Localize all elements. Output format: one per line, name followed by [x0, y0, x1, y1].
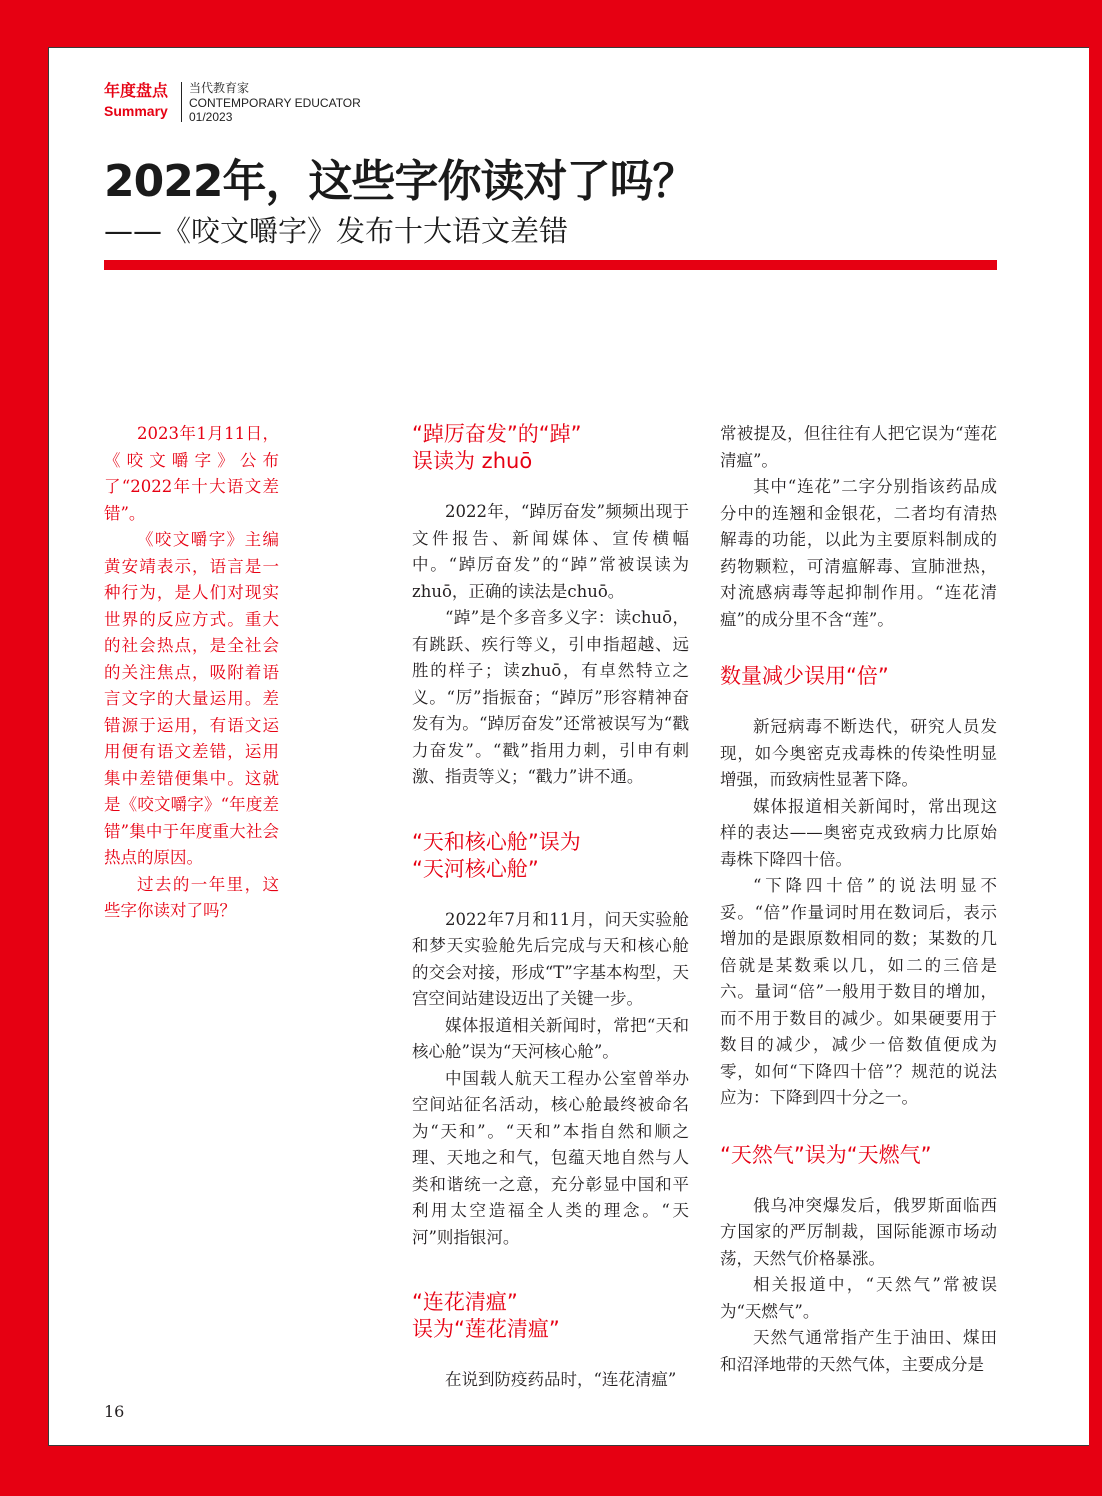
article-column-right	[720, 421, 997, 1378]
intro-paragraph: 2023年1月11日，《咬文嚼字》公布了“2022年十大语文差错”。	[104, 424, 279, 523]
section-heading-tianhe	[412, 829, 689, 883]
section-heading-lianhua	[412, 1289, 689, 1343]
title-rule	[104, 260, 997, 270]
magazine-info	[189, 81, 361, 125]
intro-column	[104, 421, 279, 925]
intro-paragraph: 《咬文嚼字》主编黄安靖表示，语言是一种行为，是人们对现实世界的反应方式。重大的社会热点，是全社会的关注焦点，吸附着语言文字的大量运用。差错源于运用，有语文运用便有语文差错，运用集中差错便集中。这就是《咬文嚼字》“年度差错”集中于年度重大社会热点的原因。	[104, 530, 279, 867]
body-paragraph-continued: 常被提及，但往往有人把它误为“莲花清瘟”。	[720, 424, 997, 470]
body-paragraph: “下降四十倍”的说法明显不妥。“倍”作量词时用在数词后，表示增加的是跟原数相同的数；某数的几倍就是某数乘以几，如二的三倍是六。量词“倍”一般用于数目的增加，而不用于数目的减少。如果硬要用于数目的减少，减少一倍数值便成为零，如何“下降四十倍”？规范的说法应为：下降到四十分之一。	[720, 876, 997, 1107]
article-title: 2022年，这些字你读对了吗？	[104, 156, 696, 207]
section-heading-bei: 数量减少误用“倍”	[720, 664, 889, 688]
section-heading-zhuo	[412, 421, 689, 475]
section-label-en: Summary	[104, 103, 168, 119]
intro-paragraph: 过去的一年里，这些字你读对了吗？	[104, 874, 279, 920]
page-number: 16	[104, 1402, 125, 1421]
article-subtitle: ——《咬文嚼字》发布十大语文差错	[104, 214, 569, 248]
header-divider	[181, 82, 182, 122]
section-label	[104, 82, 168, 120]
body-paragraph: 媒体报道相关新闻时，常把“天和核心舱”误为“天河核心舱”。	[412, 1015, 689, 1061]
body-paragraph: 媒体报道相关新闻时，常出现这样的表达——奥密克戎致病力比原始毒株下降四十倍。	[720, 796, 997, 869]
article-column-middle	[412, 421, 689, 1394]
body-paragraph: 天然气通常指产生于油田、煤田和沼泽地带的天然气体，主要成分是	[720, 1328, 997, 1374]
body-paragraph: 俄乌冲突爆发后，俄罗斯面临西方国家的严厉制裁，国际能源市场动荡，天然气价格暴涨。	[720, 1195, 997, 1268]
body-paragraph: 在说到防疫药品时，“连花清瘟”	[445, 1370, 677, 1389]
body-paragraph: 相关报道中，“天然气”常被误为“天燃气”。	[720, 1275, 997, 1321]
heading-line: “连花清瘟”	[412, 1290, 518, 1314]
body-paragraph: 中国载人航天工程办公室曾举办空间站征名活动，核心舱最终被命名为“天和”。“天和”本指自然和顺之理、天地之和气，包蕴天地自然与人类和谐统一之意，充分彰显中国和平利用太空造福全人类的理念。“天河”则指银河。	[412, 1068, 689, 1247]
issue-number: 01/2023	[189, 110, 233, 124]
body-paragraph: 其中“连花”二字分别指该药品成分中的连翘和金银花，二者均有清热解毒的功能，以此为主要原料制成的药物颗粒，可清瘟解毒、宣肺泄热，对流感病毒等起抑制作用。“连花清瘟”的成分里不含“莲”。	[720, 477, 997, 629]
magazine-name-cn: 当代教育家	[189, 81, 250, 95]
section-label-cn: 年度盘点	[104, 83, 169, 100]
magazine-name-en: CONTEMPORARY EDUCATOR	[189, 95, 361, 110]
heading-line: “天河核心舱”	[412, 856, 539, 881]
section-heading-tianranqi: “天然气”误为“天燃气”	[720, 1142, 932, 1167]
heading-line: 误为“莲花清瘟”	[412, 1317, 560, 1341]
body-paragraph: 2022年，“踔厉奋发”频频出现于文件报告、新闻媒体、宣传横幅中。“踔厉奋发”的“踔”常被误读为zhuō，正确的读法是chuō。	[412, 502, 689, 601]
body-paragraph: “踔”是个多音多义字：读chuō，有跳跃、疾行等义，引申指超越、远胜的样子；读zhuō，有卓然特立之义。“厉”指振奋；“踔厉”形容精神奋发有为。“踔厉奋发”还常被误写为“戳力奋发”。“戳”指用力刺，引申有刺激、指责等义；“戳力”讲不通。	[412, 608, 689, 786]
heading-line: “踔厉奋发”的“踔”	[412, 422, 582, 446]
body-paragraph: 新冠病毒不断迭代，研究人员发现，如今奥密克戎毒株的传染性明显增强，而致病性显著下降。	[720, 717, 997, 789]
body-paragraph: 2022年7月和11月，问天实验舱和梦天实验舱先后完成与天和核心舱的交会对接，形成“T”字基本构型，天宫空间站建设迈出了关键一步。	[412, 909, 689, 1008]
heading-line: 误读为 zhuō	[412, 449, 533, 473]
heading-line: “天和核心舱”误为	[412, 829, 581, 854]
